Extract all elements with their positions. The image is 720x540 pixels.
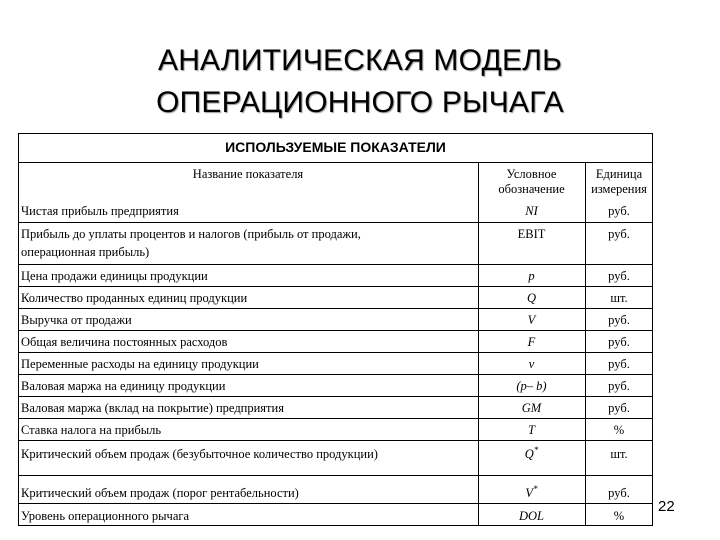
header-unit-line-2: измерения [591, 182, 647, 196]
row-revenue-symbol: V [527, 313, 536, 327]
row-tax-rate-symbol: T [528, 423, 535, 437]
row-fixed-costs-name: Общая величина постоянных расходов [21, 335, 228, 349]
header-symbol [478, 167, 585, 197]
table-border-bottom [18, 525, 653, 526]
row-fixed-costs-symbol: F [527, 335, 536, 349]
row-breakeven-quantity-unit: шт. [610, 447, 628, 461]
row-divider [18, 308, 653, 309]
row-divider [18, 222, 653, 223]
row-unit-price-name: Цена продажи единицы продукции [21, 269, 208, 283]
row-operating-leverage-symbol: DOL [518, 509, 544, 523]
row-gross-margin-unit: руб. [608, 401, 630, 415]
row-variable-costs-name: Переменные расходы на единицу продукции [21, 357, 259, 371]
row-tax-rate-name: Ставка налога на прибыль [21, 423, 162, 437]
header-unit [585, 167, 653, 197]
row-unit-price-unit: руб. [608, 269, 630, 283]
row-breakeven-quantity-symbol-base: Q [524, 447, 534, 461]
row-divider [18, 374, 653, 375]
indicators-table [18, 133, 653, 525]
row-fixed-costs-unit: руб. [608, 335, 630, 349]
row-breakeven-quantity-symbol [478, 444, 585, 461]
row-revenue-name: Выручка от продажи [21, 313, 132, 327]
row-units-sold-unit: шт. [610, 291, 628, 305]
header-unit-line-1: Единица [595, 167, 643, 181]
row-operating-leverage-name: Уровень операционного рычага [21, 509, 190, 523]
table-border-top [18, 133, 653, 134]
row-units-sold-name: Количество проданных единиц продукции [21, 291, 248, 305]
row-revenue-unit: руб. [608, 313, 630, 327]
header-name: Название показателя [192, 167, 304, 181]
header-symbol-line-2: обозначение [498, 182, 565, 196]
row-unit-margin-name: Валовая маржа на единицу продукции [21, 379, 226, 393]
row-breakeven-revenue-name: Критический объем продаж (порог рентабельности) [21, 486, 299, 500]
row-unit-price-symbol: p [528, 269, 535, 283]
row-unit-margin-symbol: (p– b) [516, 379, 547, 393]
row-divider [18, 264, 653, 265]
slide-title [0, 40, 720, 124]
row-breakeven-quantity-name: Критический объем продаж (безубыточное количество продукции) [21, 447, 378, 461]
page-number: 22 [658, 498, 675, 515]
row-breakeven-revenue-symbol-sup: * [533, 483, 538, 494]
row-net-profit-name: Чистая прибыль предприятия [21, 204, 179, 218]
row-variable-costs-symbol: v [528, 357, 535, 371]
row-breakeven-revenue-symbol [478, 483, 585, 500]
slide-title-line-1: АНАЛИТИЧЕСКАЯ МОДЕЛЬ [157, 44, 562, 77]
row-divider [18, 418, 653, 419]
table-border-left [18, 133, 19, 525]
header-symbol-line-1: Условное [506, 167, 557, 181]
row-ebit-name [21, 227, 466, 259]
row-divider [18, 352, 653, 353]
row-divider [18, 475, 653, 476]
row-divider [18, 286, 653, 287]
row-divider [18, 440, 653, 441]
row-breakeven-quantity-symbol-sup: * [533, 444, 539, 455]
row-gross-margin-name: Валовая маржа (вклад на покрытие) предприятия [21, 401, 284, 415]
slide-title-line-2: ОПЕРАЦИОННОГО РЫЧАГА [156, 86, 564, 119]
caption-divider [18, 162, 653, 163]
row-divider [18, 330, 653, 331]
row-ebit-unit: руб. [608, 227, 630, 241]
row-divider [18, 503, 653, 504]
row-ebit-name-line-1: Прибыль до уплаты процентов и налогов (прибыль от продажи, [21, 227, 361, 241]
row-gross-margin-symbol: GM [521, 401, 542, 415]
row-net-profit-unit: руб. [608, 204, 630, 218]
row-variable-costs-unit: руб. [608, 357, 630, 371]
table-caption: ИСПОЛЬЗУЕМЫЕ ПОКАЗАТЕЛИ [225, 139, 446, 155]
row-ebit-symbol: EBIT [517, 227, 546, 241]
row-divider [18, 396, 653, 397]
row-tax-rate-unit: % [613, 423, 625, 437]
row-units-sold-symbol: Q [526, 291, 537, 305]
row-net-profit-symbol: NI [525, 204, 538, 218]
row-operating-leverage-unit: % [613, 509, 625, 523]
row-breakeven-revenue-unit: руб. [608, 486, 630, 500]
row-unit-margin-unit: руб. [608, 379, 630, 393]
row-breakeven-revenue-symbol-base: V [525, 486, 534, 500]
row-ebit-name-line-2: операционная прибыль) [21, 245, 150, 259]
